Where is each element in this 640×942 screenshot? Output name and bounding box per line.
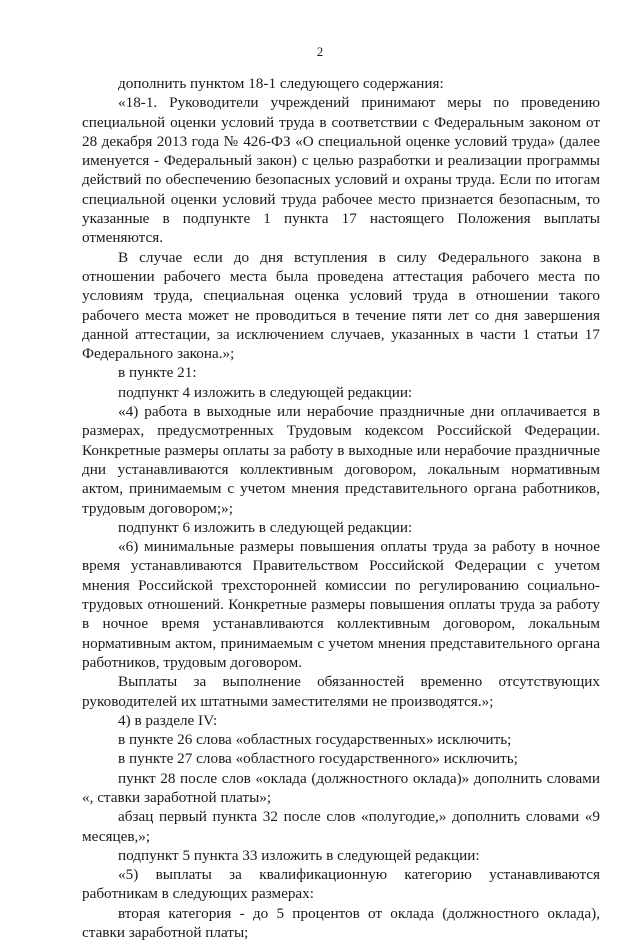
paragraph: 4) в разделе IV: [118,711,218,729]
paragraph: «5) выплаты за квалификационную категорию устанавливаются работникам в следующих размерах: [82,866,600,903]
page-number: 2 [316,44,324,59]
paragraph: в пункте 21: [118,364,197,382]
paragraph: подпункт 6 изложить в следующей редакции: [118,518,413,536]
paragraph: В случае если до дня вступления в силу Федерального закона в отношении рабочего места была проведена аттестация рабочего места по условиям труда, специальная оценка условий труда в отношении такого рабочего места может не проводиться в течение пяти лет со дня завершения данной аттестации, за исключением случаев, указанных в части 1 статьи 17 Федерального закона.»; [82,248,600,363]
paragraph: пункт 28 после слов «оклада (должностного оклада)» дополнить словами «, ставки заработной платы»; [82,769,600,806]
paragraph: «6) минимальные размеры повышения оплаты труда за работу в ночное время устанавливаются Правительством Российской Федерации с учетом мнения Российской трехсторонней комиссии по регулированию социально-трудовых отношений. Конкретные размеры повышения оплаты труда за работу в ночное время устанавливаются коллективным договором, локальным нормативным актом, принимаемым с учетом мнения представительного органа работников, трудовым договором. [82,538,600,671]
paragraph: Выплаты за выполнение обязанностей временно отсутствующих руководителей их штатными заместителями не производятся.»; [82,673,600,710]
paragraph: в пункте 27 слова «областного государственного» исключить; [118,750,518,768]
paragraph: в пункте 26 слова «областных государственных» исключить; [118,731,512,749]
paragraph: вторая категория - до 5 процентов от оклада (должностного оклада), ставки заработной платы; [82,904,600,942]
document-body [82,74,600,942]
paragraph: подпункт 4 изложить в следующей редакции: [118,383,413,401]
paragraph: дополнить пунктом 18-1 следующего содержания: [118,75,444,92]
paragraph: подпункт 5 пункта 33 изложить в следующей редакции: [118,846,480,864]
paragraph: «4) работа в выходные или нерабочие праздничные дни оплачивается в размерах, предусмотренных Трудовым кодексом Российской Федерации. Конкретные размеры оплаты за работу в выходные или нерабочие праздничные дни устанавливаются коллективным договором, локальным нормативным актом, принимаемым с учетом мнения представительного органа работников, трудовым договором;»; [82,403,600,517]
paragraph: абзац первый пункта 32 после слов «полугодие,» дополнить словами «9 месяцев,»; [82,808,600,845]
paragraph: «18-1. Руководители учреждений принимают меры по проведению специальной оценки условий труда в соответствии с Федеральным законом от 28 декабря 2013 года № 426-ФЗ «О специальной оценке условий труда» (далее именуется - Федеральный закон) с целью разработки и реализации программы действий по обеспечению безопасных условий и охраны труда. Если по итогам специальной оценки условий труда рабочее место признается безопасным, то указанные в подпункте 1 пункта 17 настоящего Положения выплаты отменяются. [82,94,600,247]
